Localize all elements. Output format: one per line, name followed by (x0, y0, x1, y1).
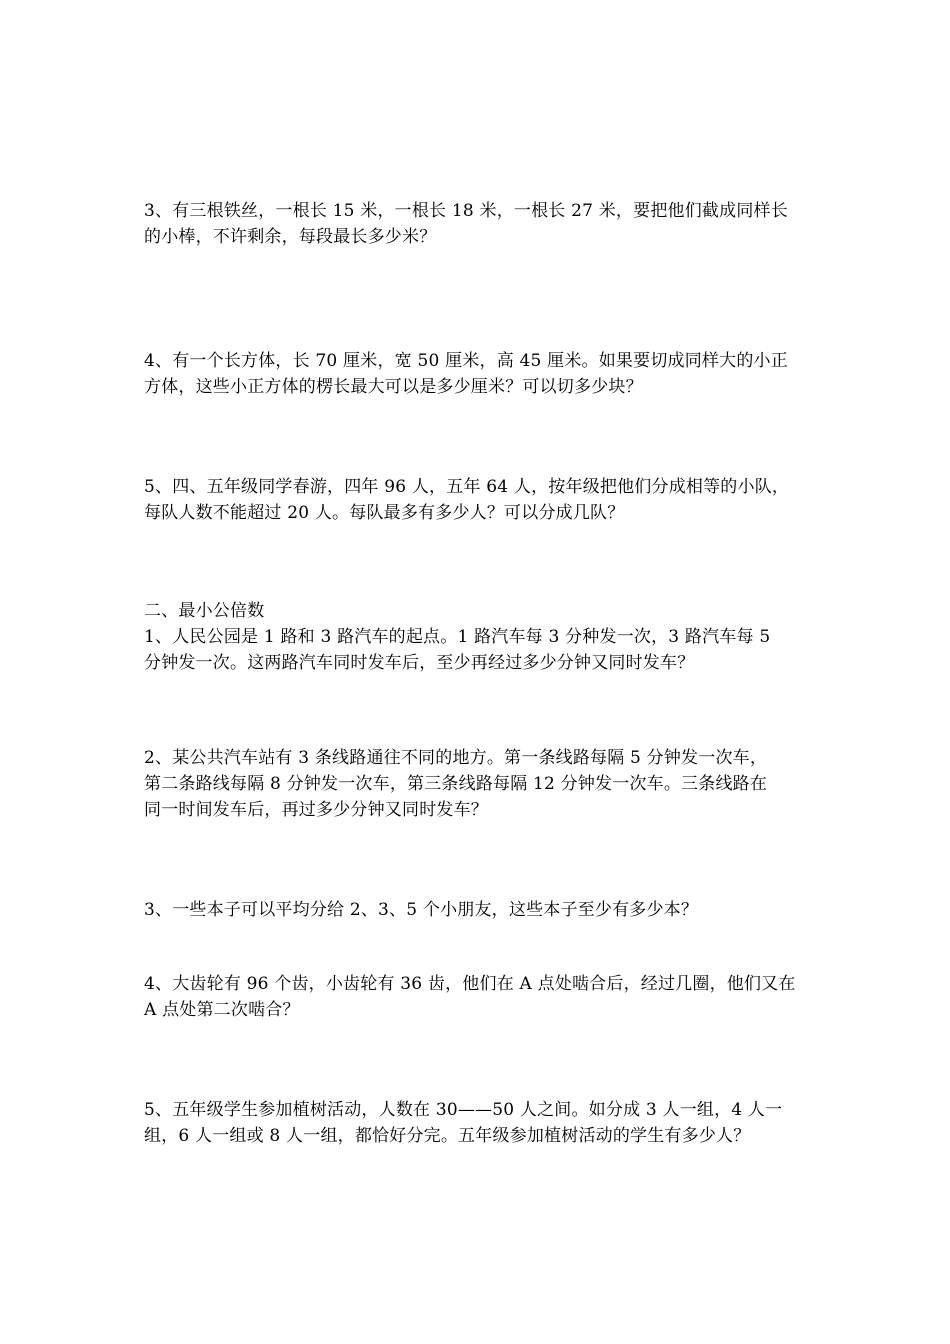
problem-text-line: 5、四、五年级同学春游，四年 96 人，五年 64 人，按年级把他们分成相等的小队， (144, 477, 790, 497)
lcm-section (144, 598, 814, 676)
problem-text-line: 同一时间发车后，再过多少分钟又同时发车？ (144, 800, 488, 820)
problem-text-line: 的小棒，不许剩余，每段最长多少米？ (144, 227, 437, 247)
gcd-problem-5 (144, 474, 814, 526)
problem-text-line: A 点处第二次啮合？ (144, 1000, 300, 1020)
problem-text-line: 方体，这些小正方体的楞长最大可以是多少厘米？可以切多少块？ (144, 377, 643, 397)
section-heading: 二、最小公倍数 (144, 601, 265, 621)
gcd-problem-3 (144, 198, 814, 250)
lcm-problem-3 (144, 897, 814, 923)
problem-text-line: 2、某公共汽车站有 3 条线路通往不同的地方。第一条线路每隔 5 分钟发一次车， (144, 748, 768, 768)
lcm-problem-5 (144, 1097, 814, 1149)
problem-text-line: 第二条路线每隔 8 分钟发一次车，第三条线路每隔 12 分钟发一次车。三条线路在 (144, 774, 768, 794)
problem-text-line: 分钟发一次。这两路汽车同时发车后，至少再经过多少分钟又同时发车？ (144, 653, 695, 673)
problem-text-line: 4、有一个长方体，长 70 厘米，宽 50 厘米，高 45 厘米。如果要切成同样大的小正 (144, 351, 788, 371)
problem-text-line: 4、大齿轮有 96 个齿，小齿轮有 36 齿，他们在 A 点处啮合后，经过几圈，他们又在 (144, 974, 796, 994)
problem-text-line: 每队人数不能超过 20 人。每队最多有多少人？可以分成几队？ (144, 503, 625, 523)
problem-text-line: 组，6 人一组或 8 人一组，都恰好分完。五年级参加植树活动的学生有多少人？ (144, 1126, 751, 1146)
gcd-problem-4 (144, 348, 814, 400)
problem-text-line: 3、一些本子可以平均分给 2、3、5 个小朋友，这些本子至少有多少本？ (144, 900, 699, 920)
problem-text-line: 1、人民公园是 1 路和 3 路汽车的起点。1 路汽车每 3 分种发一次，3 路汽车每 5 (144, 627, 771, 647)
problem-text-line: 5、五年级学生参加植树活动，人数在 30——50 人之间。如分成 3 人一组，4 人一 (144, 1100, 783, 1120)
problem-text-line: 3、有三根铁丝，一根长 15 米，一根长 18 米，一根长 27 米，要把他们截成同样长 (144, 201, 788, 221)
lcm-problem-4 (144, 971, 814, 1023)
lcm-problem-2 (144, 745, 814, 823)
